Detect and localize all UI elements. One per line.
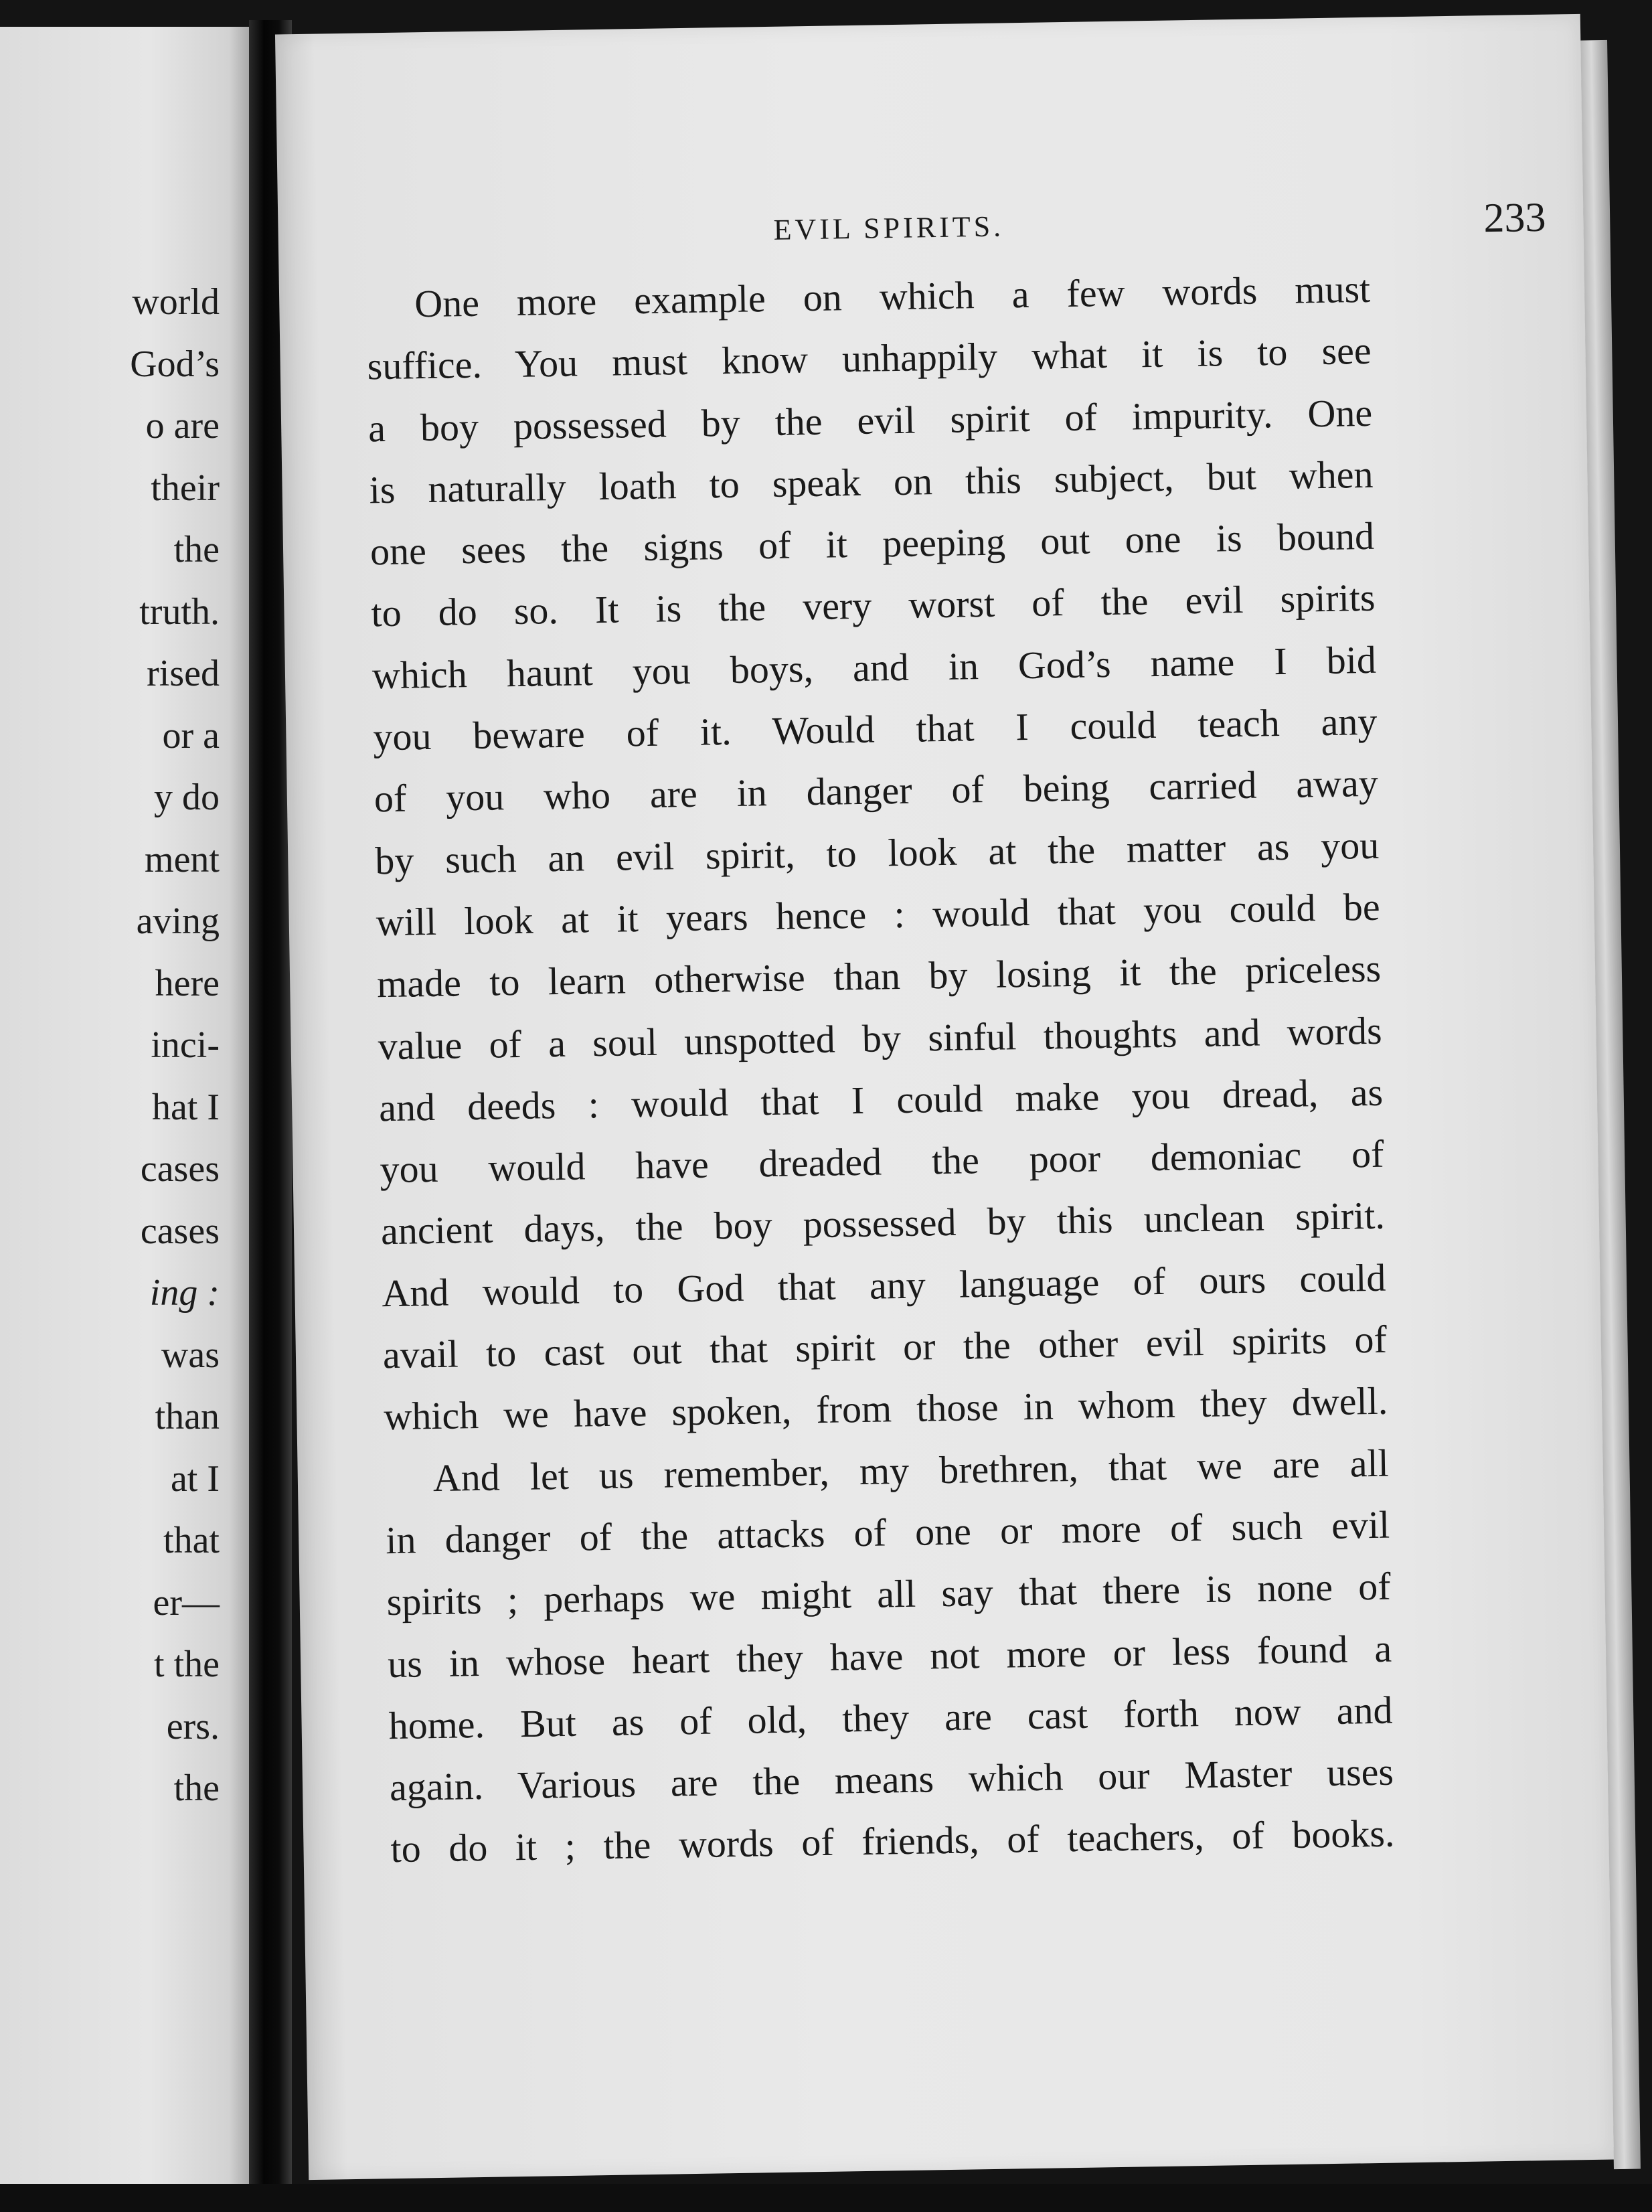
facing-page-line: o are xyxy=(145,405,220,447)
facing-page-line: er— xyxy=(153,1581,220,1624)
facing-page-line: God’s xyxy=(130,343,220,385)
text-line: avail to cast out that spirit or the other evil spirits of xyxy=(382,1317,1388,1377)
facing-page-line: aving xyxy=(136,900,220,942)
facing-page-line: was xyxy=(161,1334,220,1376)
text-line: us in whose heart they have not more or less found a xyxy=(387,1626,1392,1686)
text-line: will look at it years hence : would that you could be xyxy=(376,884,1381,945)
facing-page-line: inci- xyxy=(151,1024,220,1066)
facing-page-line: at I xyxy=(170,1457,220,1500)
text-line: which haunt you boys, and in God’s name I bid xyxy=(371,637,1377,698)
scan-border xyxy=(0,2184,1652,2212)
text-line: a boy possessed by the evil spirit of impurity. One xyxy=(367,390,1373,450)
text-line: again. Various are the means which our Master uses xyxy=(389,1749,1394,1810)
facing-page-line: that xyxy=(163,1520,220,1561)
text-line: home. But as of old, they are cast forth now and xyxy=(388,1688,1393,1747)
text-line: suffice. You must know unhappily what it is to see xyxy=(367,329,1372,388)
text-line: in danger of the attacks of one or more of such evil xyxy=(385,1502,1390,1563)
text-line: made to learn otherwise than by losing it the priceless xyxy=(376,947,1382,1006)
text-line: value of a soul unspotted by sinful thoughts and words xyxy=(378,1008,1383,1068)
facing-page-line: than xyxy=(155,1396,220,1437)
facing-page-line: t the xyxy=(154,1644,220,1685)
text-line: And would to God that any language of ours could xyxy=(381,1255,1386,1315)
facing-page-line: the xyxy=(173,529,220,570)
page-number: 233 xyxy=(1483,194,1547,242)
facing-page-line: truth. xyxy=(139,590,220,633)
text-line: is naturally loath to speak on this subject, but when xyxy=(369,452,1374,512)
facing-page-line: ing : xyxy=(149,1272,220,1314)
facing-page-line: the xyxy=(173,1767,220,1809)
facing-page-line: ment xyxy=(145,838,220,880)
facing-page-line: hat I xyxy=(151,1086,220,1128)
facing-page-line: cases xyxy=(140,1148,220,1190)
running-head xyxy=(278,193,1584,268)
facing-page-line: their xyxy=(151,467,220,509)
text-line: you would have dreaded the poor demoniac of xyxy=(380,1131,1384,1192)
facing-page-line: y do xyxy=(154,777,220,818)
body-text xyxy=(366,258,1396,1881)
text-line: to do it ; the words of friends, of teachers, of books. xyxy=(390,1812,1395,1871)
text-line: to do so. It is the very worst of the evil spirits xyxy=(371,576,1376,635)
book-page xyxy=(275,14,1614,2180)
running-title: EVIL SPIRITS. xyxy=(773,210,1005,246)
text-line: And let us remember, my brethren, that we are all xyxy=(432,1441,1390,1500)
facing-page-line: here xyxy=(155,962,220,1004)
text-line: ancient days, the boy possessed by this unclean spirit. xyxy=(380,1194,1386,1253)
text-line: you beware of it. Would that I could teach any xyxy=(372,699,1378,759)
facing-page-line: or a xyxy=(162,714,220,757)
facing-page-text xyxy=(130,271,220,1820)
text-line: one sees the signs of it peeping out one is bound xyxy=(369,514,1375,574)
facing-page-line: rised xyxy=(147,653,220,694)
text-line: by such an evil spirit, to look at the matter as you xyxy=(374,823,1380,882)
text-line: of you who are in danger of being carried away xyxy=(374,761,1379,821)
facing-page-line: ers. xyxy=(166,1705,220,1747)
facing-page-line: cases xyxy=(140,1210,220,1252)
facing-page xyxy=(0,27,249,2189)
text-line: which we have spoken, from those in whom they dwell. xyxy=(383,1379,1388,1439)
text-line: One more example on which a few words must xyxy=(414,266,1371,326)
text-line: spirits ; perhaps we might all say that there is none of xyxy=(386,1564,1392,1624)
text-line: and deeds : would that I could make you dread, as xyxy=(378,1070,1384,1130)
facing-page-line: world xyxy=(132,281,220,323)
